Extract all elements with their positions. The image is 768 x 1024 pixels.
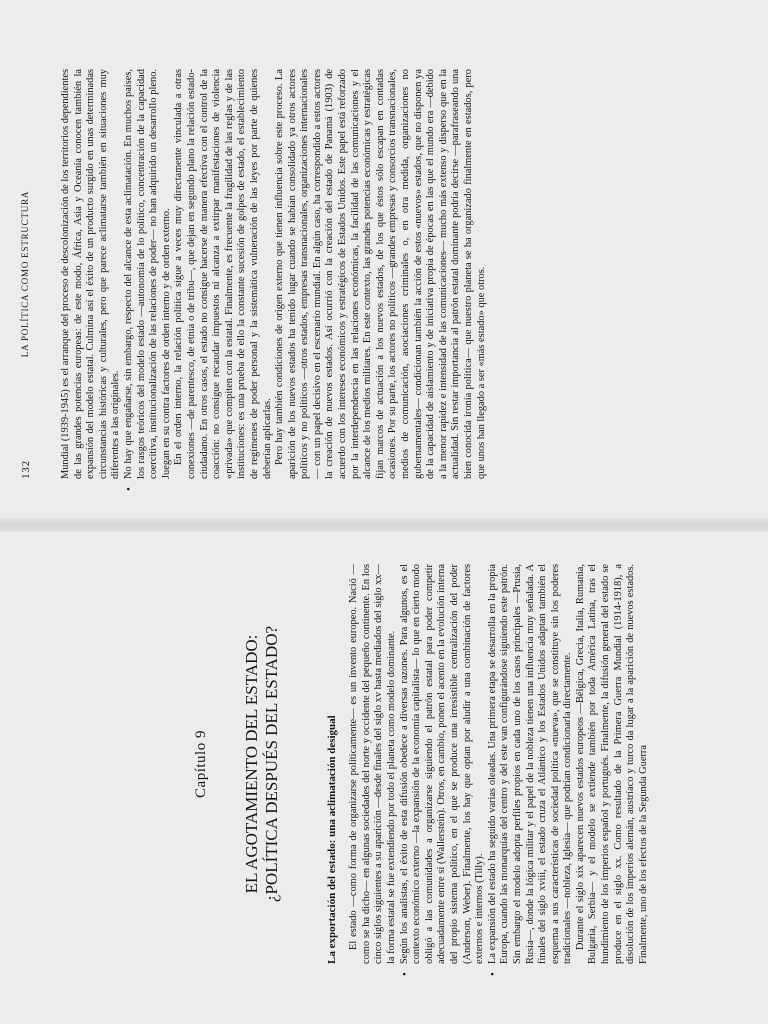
left-page <box>135 564 650 976</box>
section-heading: La exportación del estado: una aclimatación desigual <box>325 715 338 964</box>
book-gutter <box>0 518 768 532</box>
page-number: 132 <box>20 460 32 479</box>
paragraph: El estado —como forma de organizarse políticamente— es un invento europeo. Nació —como se ha dicho— en algunas sociedades del norte y occidente del pequeño continente. En los cinco siglos siguientes a su aparición —desde finales del siglo xv hasta mediados del siglo xx— la forma estatal se fue extendiendo por todo el planeta como modelo dominante. <box>348 564 397 964</box>
bullet-text: Según los analistas, el éxito de esta difusión obedece a diversas razones. Para algunos, es el contexto económico externo —la expansión de la economía capitalista— lo que en cierto modo obligó a las comunidades a organizarse siguiendo el patrón estatal para poder competir adecuadamente entre sí (Wallerstein). Otros, en cambio, ponen el acento en la evolución interna del propio sistema político, en el que se produce una irresistible centralización del poder (Anderson, Weber). Finalmente, los hay que optan por aludir a una combinación de factores externos e internos (Tilly). <box>398 564 486 964</box>
chapter-title-line2: ¿POLÍTICA DESPUÉS DEL ESTADO? <box>261 625 281 903</box>
bullet-paragraph <box>486 564 575 976</box>
paragraph: Durante el siglo xix aparecen nuevos estados europeos —Bélgica, Grecia, Italia, Rumania, Bulgaria, Serbia— y el modelo se extiende también por toda América Latina, tras el hundimiento de los imperios español y portugués. Finalmente, la difusión general del estado se produce en el siglo xx. Como resultado de la Primera Guerra Mundial (1914-1918), a disolución de los imperios alemán, austríaco y turco da lugar a la aparición de nuevos estados. Finalmente, uno de los efectos de la Segunda Guerra <box>574 564 649 964</box>
chapter-title-line1: EL AGOTAMIENTO DEL ESTADO: <box>241 634 261 894</box>
chapter-title <box>242 564 282 964</box>
right-page <box>60 69 488 491</box>
paragraph: Pero hay también condiciones de origen externo que tienen influencia sobre este proceso. La aparición de los nuevos estados ha tenido lugar cuando se habían consolidado ya otros actores políticos y no políticos —otros estados, empresas transnacionales, organizaciones internacionales— con un papel decisivo en el escenario mundial. En algún caso, ha correspondido a estos actores la creación de nuevos estados. Así ocurrió con la creación del estado de Panamá (1903) de acuerdo con los intereses económicos y estratégicos de Estados Unidos. Este papel está reforzado por la interdependencia en las relaciones económicas, la facilidad de las comunicaciones y el alcance de los medios militares. En este contexto, las grandes potencias económicas y estratégicas fijan marcos de actuación a los nuevos estados, de los que éstos sólo escapan en contadas ocasiones. Por su parte, los actores no políticos —grandes empresas y consorcios transnacionales, medios de comunicación, asociaciones criminales o, en otra medida, organizaciones no gubernamentales— condicionan también la acción de estos «nuevos» estados, que no disponen ya de la capacidad de aislamiento y de iniciativa propia de épocas en las que el mundo era —debido a la menor rapidez e intensidad de las comunicaciones— mucho más extenso y disperso que en la actualidad. Sin restar importancia al patrón estatal dominante podría decirse —parafraseando una bien conocida ironía política— que nuestro planeta se ha organizado finalmente en estados, pero que unos han llegado a ser «más estado» que otros. <box>274 69 487 479</box>
paragraph: Mundial (1939-1945) es el arranque del proceso de descolonización de los territorios dependientes de las grandes potencias europeas: de este modo, África, Asia y Oceanía conocen también la expansión del modelo estatal. Culmina así el éxito de un producto surgido en unas determinadas circunstancias históricas y culturales, pero que parece aclimatarse también en situaciones muy diferentes a las originales. <box>60 69 122 479</box>
bullet-paragraph <box>398 564 487 976</box>
bullet-icon: • <box>398 972 411 976</box>
bullet-text: La expansión del estado ha seguido varias oleadas. Una primera etapa se desarrolla en la propia Europa, cuando las monarquías del centro y del este van configurándose siguiendo este patrón. Sin embargo el modelo adopta perfiles propios en cada uno de los casos principales —Prusia, Rusia—, donde la lógica militar y el papel de la nobleza tienen una influencia muy señalada. A finales del siglo xviii, el estado cruza el Atlántico y los Estados Unidos adaptan también el esquema a sus características de sociedad política «nueva», que se constituye sin los poderes tradicionales —nobleza, Iglesia— que podrían condicionarla directamente. <box>486 564 574 964</box>
bullet-paragraph <box>122 69 173 491</box>
bullet-icon: • <box>486 972 499 976</box>
paragraph: En el orden interno, la relación política sigue a veces muy directamente vinculada a otras conexiones —de parentesco, de etnia o de tribu—, que dejan en segundo plano la relación estado-ciudadano. En otros casos, el estado no consigue hacerse de manera efectiva con el control de la coacción: no consigue recaudar impuestos ni alcanza a extirpar manifestaciones de violencia «privada» que compiten con la estatal. Finalmente, es frecuente la fragilidad de las reglas y de las instituciones: es una prueba de ello la constante sucesión de golpes de estado, el establecimiento de regímenes de poder personal y la sistemática vulneración de las leyes por parte de quienes deberían aplicarlas. <box>173 69 273 479</box>
running-head-title: LA POLÍTICA COMO ESTRUCTURA <box>20 190 30 358</box>
chapter-label: Capítulo 9 <box>193 730 209 798</box>
bullet-icon: • <box>122 487 135 491</box>
bullet-text: No hay que engañarse, sin embargo, respecto del alcance de esta aclimatación. En muchos países, los rasgos teóricos del modelo estado —autonomía de lo político, concentración de la capacidad coercitiva, institucionalización de las relaciones de poder— no han adquirido un desarrollo pleno. Juegan en su contra factores de orden interno y de orden externo. <box>122 69 172 479</box>
